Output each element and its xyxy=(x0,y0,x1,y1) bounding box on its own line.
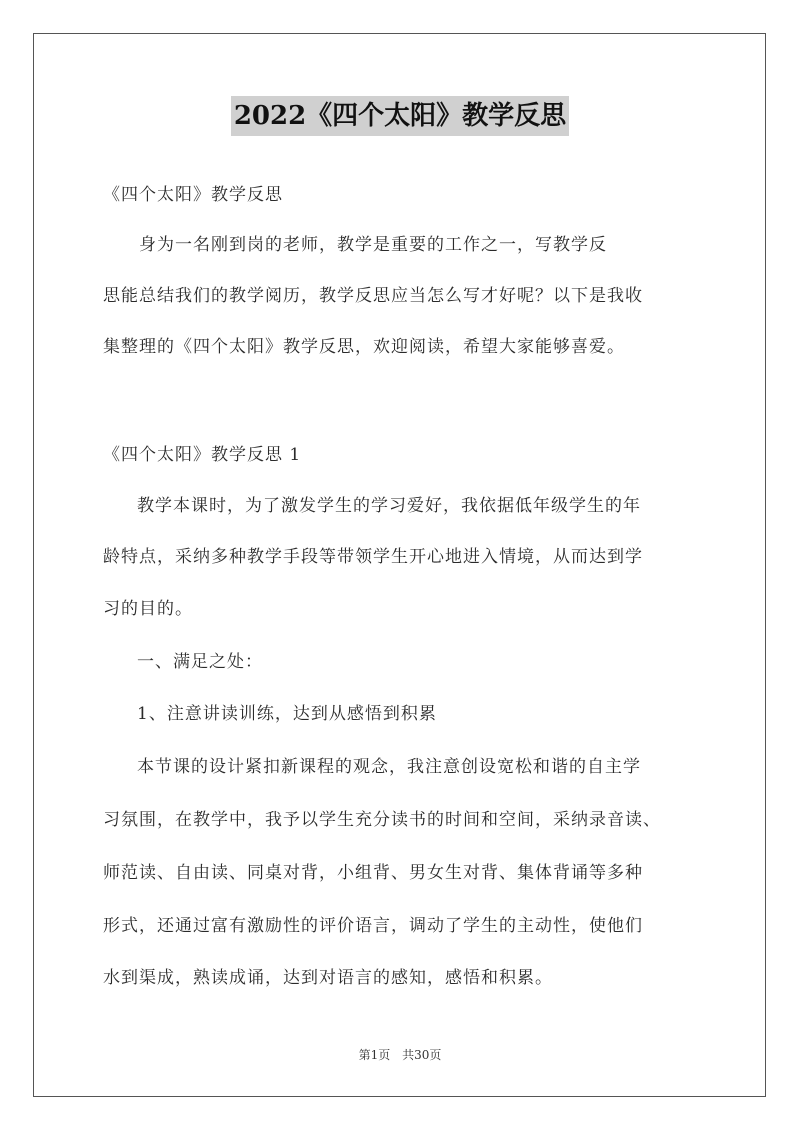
paragraph-line: 思能总结我们的教学阅历，教学反思应当怎么写才好呢？以下是我收 xyxy=(103,286,643,306)
paragraph-line: 教学本课时，为了激发学生的学习爱好，我依据低年级学生的年 xyxy=(137,496,641,516)
paragraph-line: 本节课的设计紧扣新课程的观念，我注意创设宽松和谐的自主学 xyxy=(137,757,641,777)
paragraph-line: 师范读、自由读、同桌对背，小组背、男女生对背、集体背诵等多种 xyxy=(103,863,643,883)
paragraph-line: 习氛围，在教学中，我予以学生充分读书的时间和空间，采纳录音读、 xyxy=(103,810,661,830)
list-item: 1、注意讲读训练，达到从感悟到积累 xyxy=(137,704,437,724)
document-title: 2022《四个太阳》教学反思 xyxy=(231,96,569,136)
list-heading: 一、满足之处： xyxy=(137,652,263,672)
section-heading: 《四个太阳》教学反思 1 xyxy=(103,445,302,465)
page-total: 共30页 xyxy=(402,1048,442,1062)
paragraph-line: 形式，还通过富有激励性的评价语言，调动了学生的主动性，使他们 xyxy=(103,916,643,936)
subheading: 《四个太阳》教学反思 xyxy=(103,185,283,205)
title-container xyxy=(0,96,800,136)
paragraph-line: 龄特点，采纳多种教学手段等带领学生开心地进入情境，从而达到学 xyxy=(103,547,643,567)
paragraph-line: 集整理的《四个太阳》教学反思，欢迎阅读，希望大家能够喜爱。 xyxy=(103,337,625,357)
paragraph-line: 身为一名刚到岗的老师，教学是重要的工作之一，写教学反 xyxy=(103,235,607,255)
paragraph-line: 水到渠成，熟读成诵，达到对语言的感知，感悟和积累。 xyxy=(103,968,553,988)
page-footer xyxy=(0,1046,800,1063)
page-number: 第1页 xyxy=(358,1048,391,1062)
paragraph-line: 习的目的。 xyxy=(103,599,193,619)
